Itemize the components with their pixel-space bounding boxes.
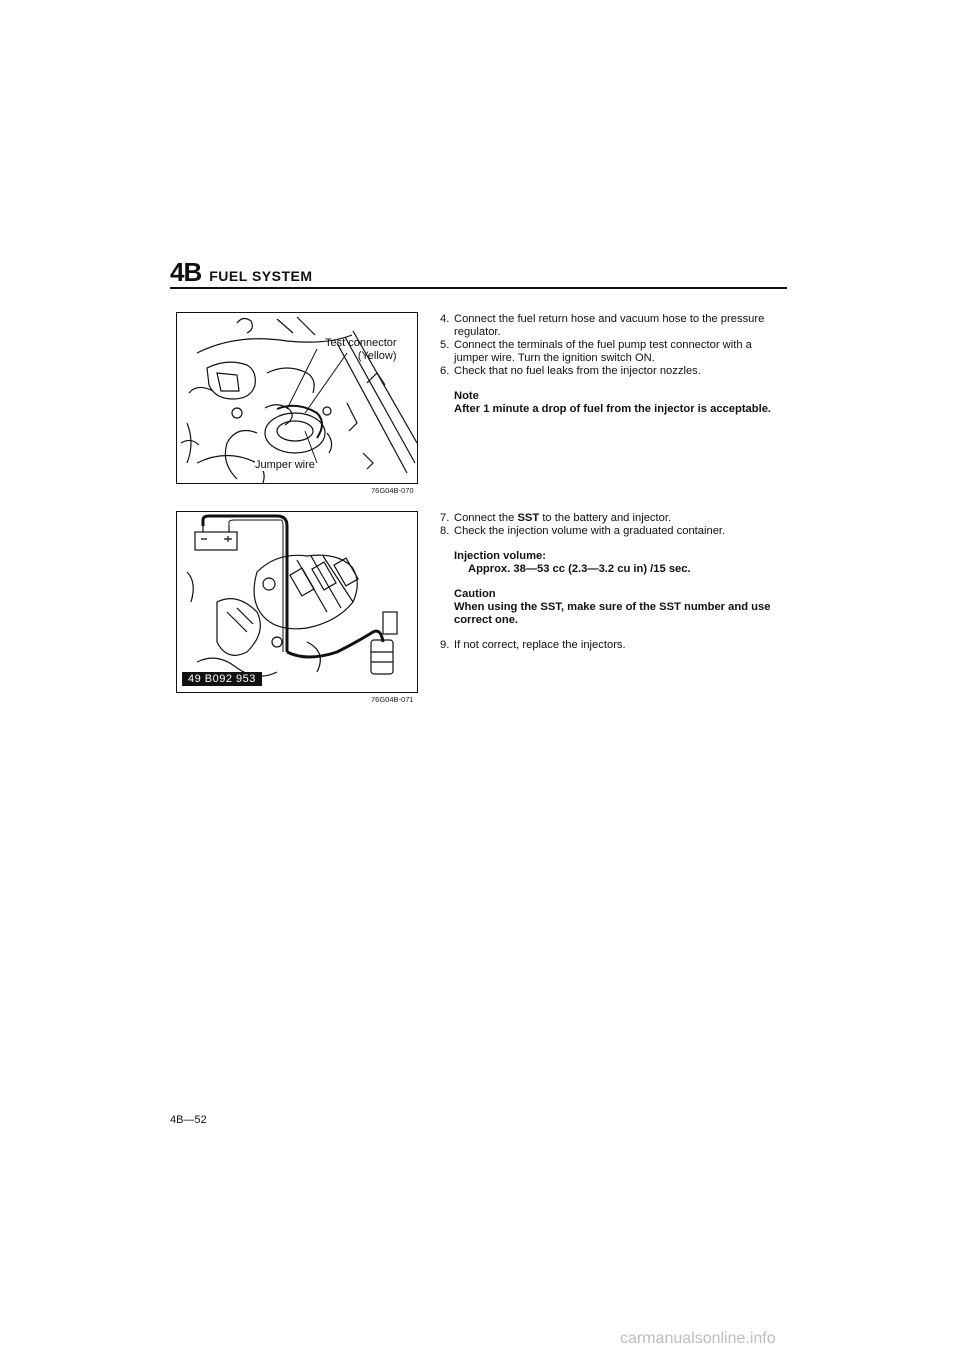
step-7 [440, 512, 788, 525]
header-rule [170, 287, 787, 289]
step-text: Connect the terminals of the fuel pump test connector with a jumper wire. Turn the ignition switch ON. [454, 339, 752, 364]
step-6 [440, 365, 788, 378]
watermark: carmanualsonline.info [620, 1330, 776, 1347]
figure-injection-test [176, 511, 418, 693]
step-5 [440, 339, 788, 365]
step-number: 5. [440, 339, 450, 351]
step-number: 8. [440, 525, 450, 537]
step-text-post: to the battery and injector. [539, 512, 672, 524]
section-number: 4B [170, 257, 202, 287]
label-test-connector-line2: (Yellow) [357, 350, 397, 362]
figure1-code: 76G04B-070 [371, 486, 414, 495]
section-header [170, 257, 313, 288]
step-text: If not correct, replace the injectors. [454, 639, 626, 651]
step-text-sst: SST [517, 512, 540, 524]
engine-illustration-2 [177, 512, 417, 692]
step-number: 6. [440, 365, 450, 377]
note-heading: Note [454, 390, 479, 402]
label-jumper-wire: Jumper wire [255, 459, 315, 471]
sst-number-badge: 49 B092 953 [182, 672, 262, 686]
step-text: Check that no fuel leaks from the injector nozzles. [454, 365, 701, 377]
step-number: 9. [440, 639, 450, 651]
step-4 [440, 313, 788, 339]
note-text: After 1 minute a drop of fuel from the injector is acceptable. [454, 403, 772, 415]
figure-test-connector [176, 312, 418, 484]
spec-value: Approx. 38—53 cc (2.3—3.2 cu in) /15 sec. [468, 563, 691, 575]
label-test-connector [325, 337, 397, 363]
instructions-block-a [440, 313, 788, 416]
caution-text: When using the SST, make sure of the SST number and use correct one. [454, 601, 771, 626]
step-number: 7. [440, 512, 450, 524]
figure2-code: 76G04B-071 [371, 695, 414, 704]
step-8 [440, 525, 788, 538]
section-title: FUEL SYSTEM [209, 268, 313, 284]
step-9 [440, 639, 788, 652]
step-text: Check the injection volume with a graduated container. [454, 525, 726, 537]
caution-heading: Caution [454, 588, 496, 600]
label-test-connector-line1: Test connector [325, 337, 397, 349]
instructions-block-b [440, 512, 788, 652]
step-text: Connect the fuel return hose and vacuum hose to the pressure regulator. [454, 313, 765, 338]
step-text-pre: Connect the [454, 512, 518, 524]
spec-heading: Injection volume: [454, 550, 546, 562]
step-number: 4. [440, 313, 450, 325]
page-number: 4B—52 [170, 1114, 207, 1126]
